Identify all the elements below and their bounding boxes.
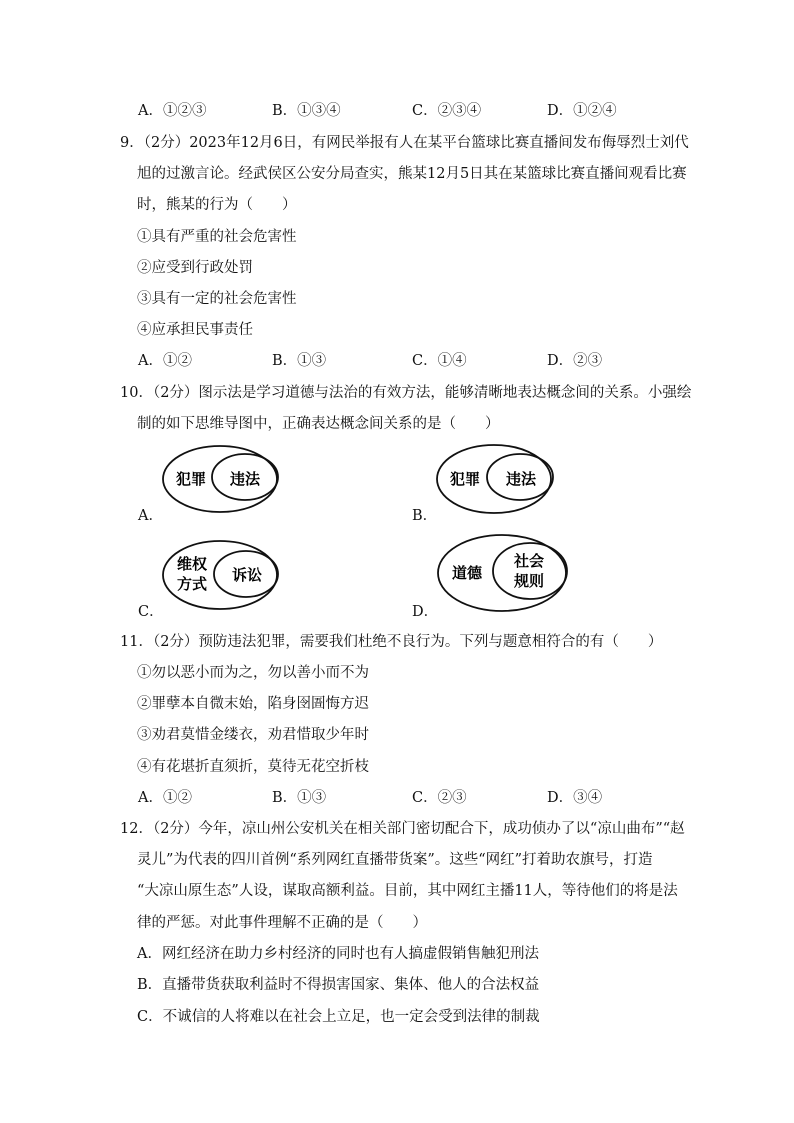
q11-item-3: ③劝君莫惜金缕衣，劝君惜取少年时 xyxy=(137,727,369,743)
q9-option-d: D．②③ xyxy=(547,353,603,369)
q9-item-2: ②应受到行政处罚 xyxy=(137,260,253,276)
q10-stem-line-2: 制的如下思维导图中，正确表达概念间关系的是（ ） xyxy=(137,416,500,432)
q10-diagram-c-letter: C． xyxy=(138,604,164,620)
q11-item-2: ②罪孽本自微末始，陷身囹圄悔方迟 xyxy=(137,696,369,712)
q10-d-inner-label-1: 社会 xyxy=(514,552,545,570)
q9-option-b: B．①③ xyxy=(272,353,327,369)
q8-option-d: D．①②④ xyxy=(547,103,617,119)
q10-diagram-a-letter: A． xyxy=(138,508,163,524)
q11-option-b: B．①③ xyxy=(272,790,327,806)
q8-option-b: B．①③④ xyxy=(272,103,341,119)
q10-diagram-d xyxy=(434,532,574,618)
q9-stem-line-3: 时，熊某的行为（ ） xyxy=(137,197,297,213)
q11-stem-line-1: 11．（2分）预防违法犯罪，需要我们杜绝不良行为。下列与题意相符合的有（ ） xyxy=(120,634,663,650)
q8-option-c: C．②③④ xyxy=(412,103,482,119)
q10-b-outer-label: 犯罪 xyxy=(450,470,481,488)
q12-choice-b: B．直播带货获取利益时不得损害国家、集体、他人的合法权益 xyxy=(137,977,540,993)
q12-stem-line-2: 灵儿”为代表的四川首例“系列网红直播带货案”。这些“网红”打着助农旗号，打造 xyxy=(137,852,653,868)
q10-d-inner-label-2: 规则 xyxy=(514,572,545,590)
q9-item-1: ①具有严重的社会危害性 xyxy=(137,229,297,245)
q12-stem-line-3: “大凉山原生态”人设，谋取高额利益。目前，其中网红主播11人，等待他们的将是法 xyxy=(137,883,678,899)
q11-option-a: A．①② xyxy=(138,790,192,806)
q10-b-inner-label: 违法 xyxy=(506,470,537,488)
q11-option-d: D．③④ xyxy=(547,790,603,806)
q10-diagram-b-letter: B． xyxy=(412,508,438,524)
q10-diagram-d-letter: D． xyxy=(412,604,439,620)
q10-c-outer-label-1: 维权 xyxy=(177,555,208,573)
q9-item-3: ③具有一定的社会危害性 xyxy=(137,291,297,307)
q12-stem-line-4: 律的严惩。对此事件理解不正确的是（ ） xyxy=(137,915,427,931)
q10-a-outer-label: 犯罪 xyxy=(176,470,207,488)
q9-stem-line-2: 旭的过激言论。经武侯区公安分局查实，熊某12月5日其在某篮球比赛直播间观看比赛 xyxy=(137,166,687,182)
q12-stem-line-1: 12．（2分）今年，凉山州公安机关在相关部门密切配合下，成功侦办了以“凉山曲布”“赵 xyxy=(120,821,685,837)
q9-option-c: C．①④ xyxy=(412,353,467,369)
q10-c-inner-label: 诉讼 xyxy=(232,566,263,584)
q12-choice-c: C．不诚信的人将难以在社会上立足，也一定会受到法律的制裁 xyxy=(137,1009,540,1025)
q10-d-outer-label: 道德 xyxy=(452,564,483,582)
q11-item-1: ①勿以恶小而为之，勿以善小而不为 xyxy=(137,665,369,681)
q10-diagram-c xyxy=(160,538,285,616)
q11-item-4: ④有花堪折直须折，莫待无花空折枝 xyxy=(137,759,369,775)
q10-diagram-a xyxy=(160,444,285,520)
q10-stem-line-1: 10．（2分）图示法是学习道德与法治的有效方法，能够清晰地表达概念间的关系。小强绘 xyxy=(120,385,692,401)
q9-option-a: A．①② xyxy=(138,353,192,369)
q9-stem-line-1: 9．（2分）2023年12月6日，有网民举报有人在某平台篮球比赛直播间发布侮辱烈士刘代 xyxy=(120,135,689,151)
q9-item-4: ④应承担民事责任 xyxy=(137,322,253,338)
q12-choice-a: A．网红经济在助力乡村经济的同时也有人搞虚假销售触犯刑法 xyxy=(137,946,539,962)
q11-option-c: C．②③ xyxy=(412,790,467,806)
q10-a-inner-label: 违法 xyxy=(230,470,261,488)
q10-c-outer-label-2: 方式 xyxy=(177,575,208,593)
q10-diagram-b xyxy=(434,442,559,520)
q8-option-a: A．①②③ xyxy=(138,103,207,119)
